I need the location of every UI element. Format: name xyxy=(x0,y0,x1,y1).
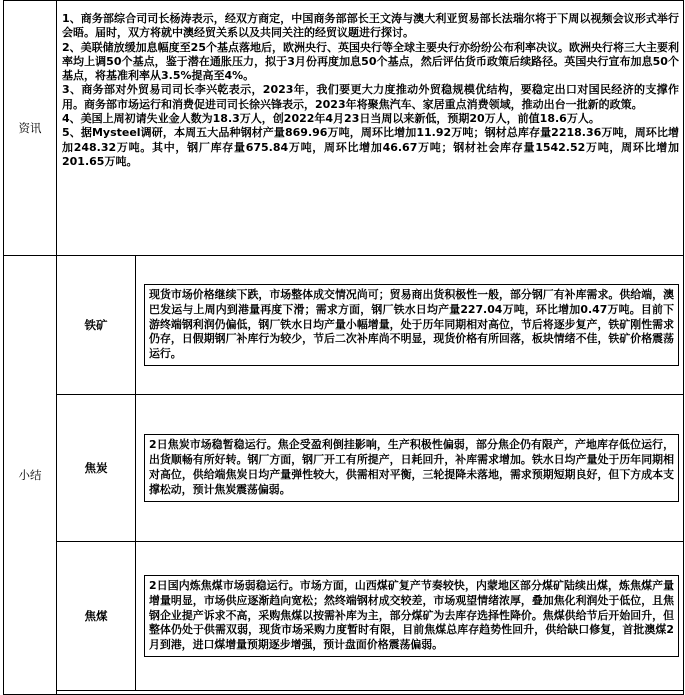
table-bottom-cell xyxy=(57,691,684,695)
summary-row-iron-ore xyxy=(4,256,684,395)
summary-row-coke xyxy=(4,395,684,542)
commodity-summary-coking-coal: 2日国内炼焦煤市场弱稳运行。市场方面，山西煤矿复产节奏较快，内蒙地区部分煤矿陆续出煤，炼焦煤产量增量明显，市场供应逐渐趋向宽松；然终端钢材成交较差，市场观望情绪浓厚，叠加焦化利润处于低位，且焦钢企业提产诉求不高，采购焦煤以按需补库为主，部分煤矿为去库存选择性降价。焦煤供给节后开始回升，但整体仍处于供需双弱，现货市场采购力度暂时有限，目前焦煤总库存趋势性回升，供给缺口修复，首批澳煤2月到港，进口煤增量预期逐步增强，预计盘面价格震荡偏弱。 xyxy=(144,575,679,658)
news-item: 3、商务部对外贸易司司长李兴乾表示，2023年，我们要更大力度推动外贸稳规模优结构，要稳定出口对国民经济的支撑作用。商务部市场运行和消费促进司司长徐兴锋表示，2023年将聚焦汽车、家居重点消费领域，推动出台一批新的政策。 xyxy=(62,83,679,111)
commodity-cell-iron-ore xyxy=(136,256,684,395)
news-item: 4、美国上周初请失业金人数为18.3万人，创2022年4月23日当周以来新低，预期20万人，前值18.6万人。 xyxy=(62,112,600,126)
news-content xyxy=(57,1,684,256)
commodity-label-coke: 焦炭 xyxy=(57,395,136,542)
commodity-summary-coke: 2日焦炭市场稳暂稳运行。焦企受盈利倒挂影响，生产积极性偏弱，部分焦企仍有限产，产地库存低位运行，出货顺畅有所好转。钢厂方面，钢厂开工有所提产，日耗回升，补库需求增加。铁水日均产量处于历年同期相对高位，供给端焦炭日均产量弹性较大，供需相对平衡，三轮提降未落地，需求预期短期良好，但下方成本支撑松动，预计焦炭震荡偏弱。 xyxy=(144,434,679,502)
commodity-cell-coke xyxy=(136,395,684,542)
news-item: 2、美联储放缓加息幅度至25个基点落地后，欧洲央行、英国央行等全球主要央行亦纷纷公布利率决议。欧洲央行将三大主要利率均上调50个基点，鉴于潜在通胀压力，拟于3月份再度加息50个基点，然后评估货币政策后续路径。英国央行宣布加息50个基点，将基准利率从3.5%提高至4%。 xyxy=(62,40,679,83)
summary-row-coking-coal xyxy=(4,542,684,691)
commodity-label-coking-coal: 焦煤 xyxy=(57,542,136,691)
market-report-table xyxy=(3,0,684,695)
news-item: 5、据Mysteel调研，本周五大品种钢材产量869.96万吨，周环比增加11.92万吨；钢材总库存量2218.36万吨，周环比增加248.32万吨。其中，钢厂库存量675.84万吨，周环比增加46.67万吨；钢材社会库存量1542.52万吨，周环比增加201.65万吨。 xyxy=(62,126,679,168)
table-bottom-row xyxy=(4,691,684,695)
news-section-label: 资讯 xyxy=(4,1,57,256)
commodity-summary-iron-ore: 现货市场价格继续下跌，市场整体成交情况尚可；贸易商出货积极性一般，部分钢厂有补库需求。供给端，澳巴发运与上周内到港量再度下滑；需求方面，钢厂铁水日均产量227.04万吨，环比增加0.47万吨。目前下游终端钢利润仍偏低，钢厂铁水日均产量小幅增量，处于历年同期相对高位，节后将逐步复产，铁矿刚性需求仍存，日假期钢厂补库行为较少，节后二次补库尚不明显，现货价格有所回落，板块情绪不佳，铁矿价格震荡运行。 xyxy=(144,284,679,367)
commodity-cell-coking-coal xyxy=(136,542,684,691)
news-item: 1、商务部综合司司长杨涛表示，经双方商定，中国商务部部长王文涛与澳大利亚贸易部长法瑞尔将于下周以视频会议形式举行会晤。届时，双方将就中澳经贸关系以及共同关注的经贸议题进行探讨。 xyxy=(62,12,679,40)
summary-section-label: 小结 xyxy=(4,256,57,695)
commodity-label-iron-ore: 铁矿 xyxy=(57,256,136,395)
news-row xyxy=(4,1,684,256)
